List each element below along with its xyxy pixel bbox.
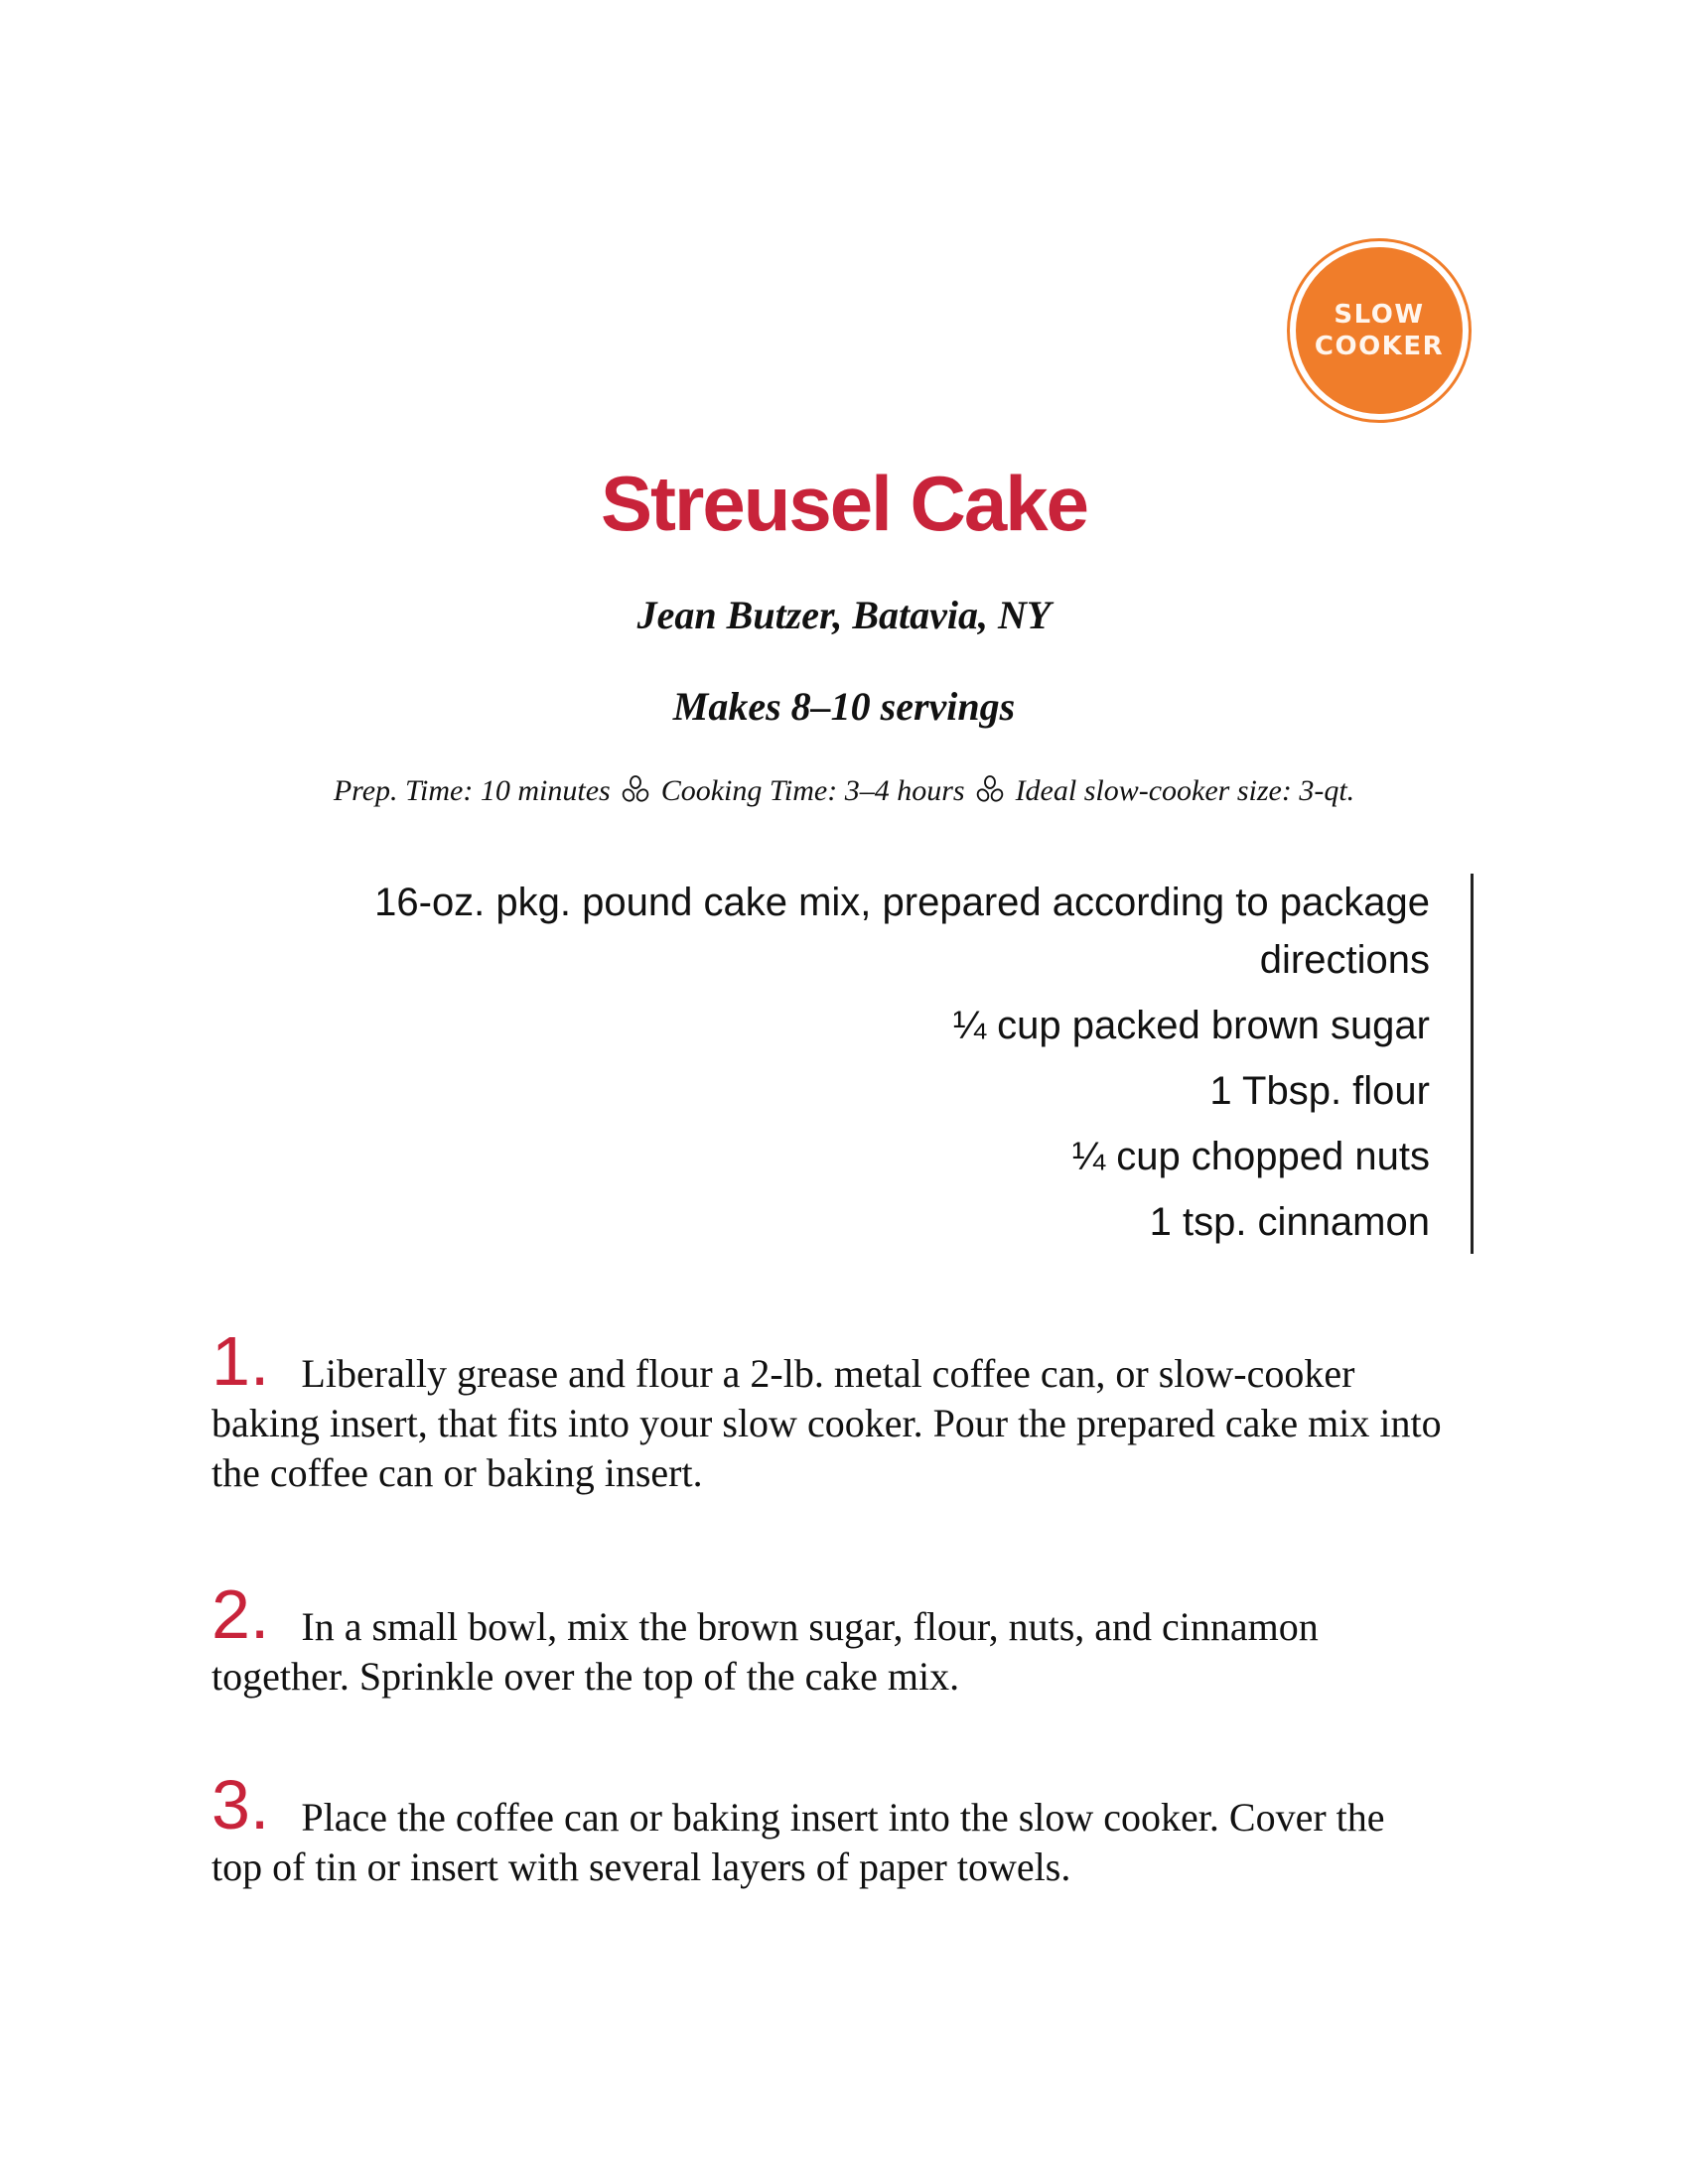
step-text: In a small bowl, mix the brown sugar, flour, nuts, and cinnamon together. Sprinkle over the top of the cake mix. (211, 1604, 1319, 1699)
leaf-separator-icon (976, 774, 1004, 804)
instruction-step (211, 1575, 1443, 1702)
prep-time: Prep. Time: 10 minutes (333, 774, 611, 807)
leaf-separator-icon (622, 774, 649, 804)
instruction-step (211, 1766, 1443, 1892)
recipe-author: Jean Butzer, Batavia, NY (636, 593, 1052, 637)
cooking-time: Cooking Time: 3–4 hours (660, 774, 965, 807)
ingredients-list (298, 874, 1430, 1259)
step-number: 1. (211, 1322, 270, 1400)
cooker-size: Ideal slow-cooker size: 3-qt. (1015, 774, 1355, 807)
ingredient-item: 1 tsp. cinnamon (1149, 1200, 1430, 1244)
ingredient-item: ¼ cup chopped nuts (1071, 1135, 1430, 1178)
recipe-yield: Makes 8–10 servings (672, 684, 1016, 729)
step-text: Place the coffee can or baking insert into the slow cooker. Cover the top of tin or insert with several layers of paper towels. (211, 1795, 1385, 1889)
slow-cooker-badge (1287, 238, 1472, 423)
badge-line-2: COOKER (1314, 332, 1445, 361)
slow-cooker-badge-fill (1296, 247, 1463, 414)
step-text: Liberally grease and flour a 2-lb. metal coffee can, or slow-cooker baking insert, that fits into your slow cooker. Pour the prepared cake mix into the coffee can or baking insert. (211, 1351, 1442, 1495)
recipe-times (0, 771, 1688, 811)
ingredient-item: 16-oz. pkg. pound cake mix, prepared according to package directions (374, 881, 1430, 982)
step-number: 3. (211, 1766, 270, 1843)
recipe-title: Streusel Cake (601, 460, 1087, 547)
instruction-step (211, 1322, 1443, 1498)
ingredient-item: ¼ cup packed brown sugar (952, 1004, 1430, 1047)
ingredients-divider (1471, 874, 1474, 1254)
badge-line-1: SLOW (1334, 300, 1425, 330)
ingredient-item: 1 Tbsp. flour (1209, 1069, 1430, 1113)
step-number: 2. (211, 1575, 270, 1653)
